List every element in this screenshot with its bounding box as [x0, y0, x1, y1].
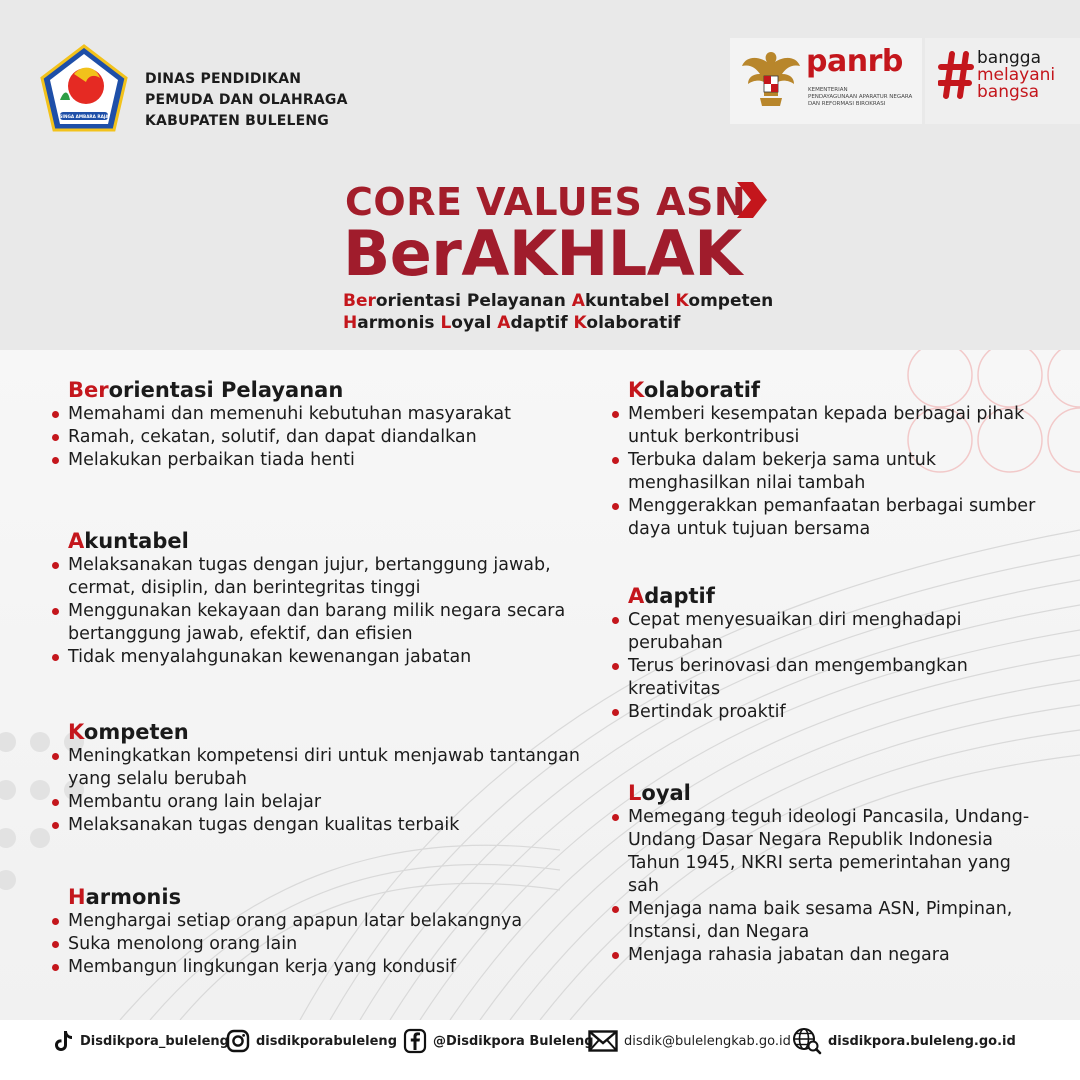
mail-icon: [588, 1030, 618, 1052]
facebook-icon: [403, 1028, 427, 1054]
list-item: [46, 646, 586, 669]
acronym-rest: kuntabel: [584, 291, 676, 311]
bullet-icon: [52, 457, 59, 464]
bullet-icon: [52, 918, 59, 925]
bullet-icon: [612, 814, 619, 821]
facebook-link[interactable]: [403, 1024, 594, 1058]
list-item-text: Menjaga rahasia jabatan dan negara: [628, 945, 950, 965]
hashtag-text: [977, 50, 1055, 101]
list-item-text: Menghargai setiap orang apapun latar belakangnya: [68, 911, 523, 931]
list-item-text: Tidak menyalahgunakan kewenangan jabatan: [68, 647, 472, 667]
panrb-wordmark: panrb: [806, 44, 903, 79]
acronym-initial: Ber: [343, 291, 376, 311]
facebook-handle: @Disdikpora Buleleng: [433, 1033, 594, 1049]
value-title: [68, 377, 586, 403]
list-item: [46, 554, 586, 600]
acronym-rest: daptif: [510, 313, 574, 333]
website-url: disdikpora.buleleng.go.id: [828, 1033, 1016, 1049]
value-title: [628, 780, 1036, 806]
list-item-text: Menggunakan kekayaan dan barang milik negara secara bertanggung jawab, efektif, dan efisien: [68, 601, 566, 644]
value-title: [628, 583, 1036, 609]
section-kompeten: [46, 719, 586, 837]
list-item-text: Memahami dan memenuhi kebutuhan masyarakat: [68, 404, 511, 424]
email-link[interactable]: [588, 1024, 791, 1058]
instagram-icon: [226, 1029, 250, 1053]
website-link[interactable]: [792, 1024, 1016, 1058]
tiktok-link[interactable]: [52, 1024, 229, 1058]
core-values-heading: CORE VALUES ASN: [345, 180, 747, 224]
section-adaptif: [606, 583, 1036, 724]
list-item: [606, 609, 1036, 655]
value-title-rest: oyal: [641, 781, 691, 805]
bullet-icon: [52, 799, 59, 806]
value-title: [628, 377, 1036, 403]
instagram-handle: disdikporabuleleng: [256, 1033, 397, 1049]
list-item-text: Terus berinovasi dan mengembangkan kreativitas: [628, 656, 968, 699]
bullet-icon: [52, 964, 59, 971]
tiktok-handle: Disdikpora_buleleng: [80, 1033, 229, 1049]
list-item: [606, 655, 1036, 701]
value-title-initial: L: [628, 781, 642, 805]
email-address: disdik@bulelengkab.go.id: [624, 1033, 791, 1049]
list-item: [606, 898, 1036, 944]
value-title-initial: K: [628, 378, 644, 402]
instagram-link[interactable]: [226, 1024, 397, 1058]
value-title: [68, 884, 606, 910]
emblem-caption: SINGA AMBARA RAJA: [59, 114, 109, 120]
list-item: [46, 403, 586, 426]
bullet-icon: [52, 562, 59, 569]
panrb-subtitle-line: KEMENTERIAN: [808, 87, 848, 93]
section-berorientasi-pelayanan: [46, 377, 586, 472]
list-item: [46, 745, 586, 791]
bullet-icon: [52, 608, 59, 615]
institution-line: PEMUDA DAN OLAHRAGA: [145, 92, 348, 108]
acronym-line-1: [343, 291, 773, 311]
hashtag-word: bangga: [977, 48, 1041, 68]
list-item: [46, 910, 606, 933]
list-item-text: Suka menolong orang lain: [68, 934, 298, 954]
list-item-text: Cepat menyesuaikan diri menghadapi perubahan: [628, 610, 962, 653]
list-item-text: Memberi kesempatan kepada berbagai pihak untuk berkontribusi: [628, 404, 1025, 447]
list-item-text: Bertindak proaktif: [628, 702, 786, 722]
bullet-icon: [52, 822, 59, 829]
value-title-initial: A: [68, 529, 85, 553]
list-item-text: Terbuka dalam bekerja sama untuk menghasilkan nilai tambah: [628, 450, 936, 493]
value-title-initial: H: [68, 885, 86, 909]
garuda-icon: [740, 46, 802, 110]
section-akuntabel: [46, 528, 586, 669]
value-title-rest: olaboratif: [643, 378, 761, 402]
list-item: [606, 806, 1036, 898]
institution-line: KABUPATEN BULELENG: [145, 113, 329, 129]
hashtag-word: bangsa: [977, 82, 1040, 102]
value-title-initial: K: [68, 720, 84, 744]
value-title-rest: orientasi Pelayanan: [108, 378, 344, 402]
list-item: [606, 403, 1036, 449]
hashtag-icon: [938, 50, 974, 100]
globe-search-icon: [792, 1027, 822, 1055]
list-item: [46, 449, 586, 472]
institution-name: [145, 69, 348, 132]
acronym-initial: A: [497, 313, 511, 333]
acronym-initial: H: [343, 313, 358, 333]
acronym-initial: L: [440, 313, 452, 333]
value-items-list: [606, 609, 1036, 724]
value-title-rest: daptif: [644, 584, 715, 608]
bullet-icon: [612, 709, 619, 716]
buleleng-emblem-icon: [38, 44, 130, 134]
panrb-subtitle-line: PENDAYAGUNAAN APARATUR NEGARA: [808, 94, 913, 100]
berakhlak-title: BerAKHLAK: [343, 217, 742, 290]
value-title-initial: Ber: [68, 378, 109, 402]
list-item: [606, 449, 1036, 495]
acronym-initial: K: [573, 313, 587, 333]
value-items-list: [46, 403, 586, 472]
acronym-line-2: [343, 313, 680, 333]
value-title: [68, 719, 586, 745]
acronym-initial: A: [571, 291, 585, 311]
bullet-icon: [612, 457, 619, 464]
value-items-list: [46, 554, 586, 669]
list-item-text: Membantu orang lain belajar: [68, 792, 322, 812]
list-item: [46, 956, 606, 979]
section-loyal: [606, 780, 1036, 967]
bullet-icon: [612, 503, 619, 510]
list-item: [606, 495, 1036, 541]
acronym-rest: oyal: [451, 313, 498, 333]
value-title: [68, 528, 586, 554]
value-title-rest: armonis: [85, 885, 182, 909]
section-kolaboratif: [606, 377, 1036, 541]
list-item: [46, 814, 586, 837]
value-items-list: [46, 745, 586, 837]
list-item: [606, 701, 1036, 724]
value-title-rest: ompeten: [83, 720, 189, 744]
bullet-icon: [612, 411, 619, 418]
list-item: [606, 944, 1036, 967]
tiktok-icon: [52, 1029, 74, 1053]
value-items-list: [606, 403, 1036, 541]
hashtag-word: melayani: [977, 65, 1056, 85]
acronym-rest: olaboratif: [586, 313, 681, 333]
value-items-list: [46, 910, 606, 979]
list-item-text: Membangun lingkungan kerja yang kondusif: [68, 957, 456, 977]
list-item: [46, 600, 586, 646]
list-item: [46, 791, 586, 814]
bullet-icon: [52, 753, 59, 760]
institution-line: DINAS PENDIDIKAN: [145, 71, 302, 87]
bullet-icon: [52, 434, 59, 441]
list-item-text: Menjaga nama baik sesama ASN, Pimpinan, Instansi, dan Negara: [628, 899, 1013, 942]
list-item-text: Memegang teguh ideologi Pancasila, Undang-Undang Dasar Negara Republik Indonesia Tahun 1945, NKRI serta pemerintahan yang sah: [628, 807, 1030, 896]
chevron-right-icon: [733, 180, 767, 220]
bullet-icon: [612, 952, 619, 959]
section-harmonis: [46, 884, 606, 979]
acronym-initial: K: [675, 291, 689, 311]
acronym-rest: ompeten: [688, 291, 774, 311]
bullet-icon: [52, 654, 59, 661]
bullet-icon: [612, 663, 619, 670]
acronym-rest: armonis: [357, 313, 441, 333]
bullet-icon: [612, 617, 619, 624]
panrb-subtitle-line: DAN REFORMASI BIROKRASI: [808, 101, 886, 107]
list-item-text: Meningkatkan kompetensi diri untuk menjawab tantangan yang selalu berubah: [68, 746, 580, 789]
list-item: [46, 426, 586, 449]
list-item-text: Ramah, cekatan, solutif, dan dapat diandalkan: [68, 427, 477, 447]
bullet-icon: [52, 411, 59, 418]
bullet-icon: [52, 941, 59, 948]
list-item-text: Melaksanakan tugas dengan kualitas terbaik: [68, 815, 460, 835]
acronym-rest: orientasi Pelayanan: [375, 291, 572, 311]
bullet-icon: [612, 906, 619, 913]
list-item-text: Melaksanakan tugas dengan jujur, bertanggung jawab, cermat, disiplin, dan berintegritas tinggi: [68, 555, 551, 598]
list-item: [46, 933, 606, 956]
value-title-rest: kuntabel: [84, 529, 189, 553]
list-item-text: Menggerakkan pemanfaatan berbagai sumber daya untuk tujuan bersama: [628, 496, 1036, 539]
value-title-initial: A: [628, 584, 645, 608]
list-item-text: Melakukan perbaikan tiada henti: [68, 450, 355, 470]
value-items-list: [606, 806, 1036, 967]
panrb-subtitle: [808, 87, 918, 108]
